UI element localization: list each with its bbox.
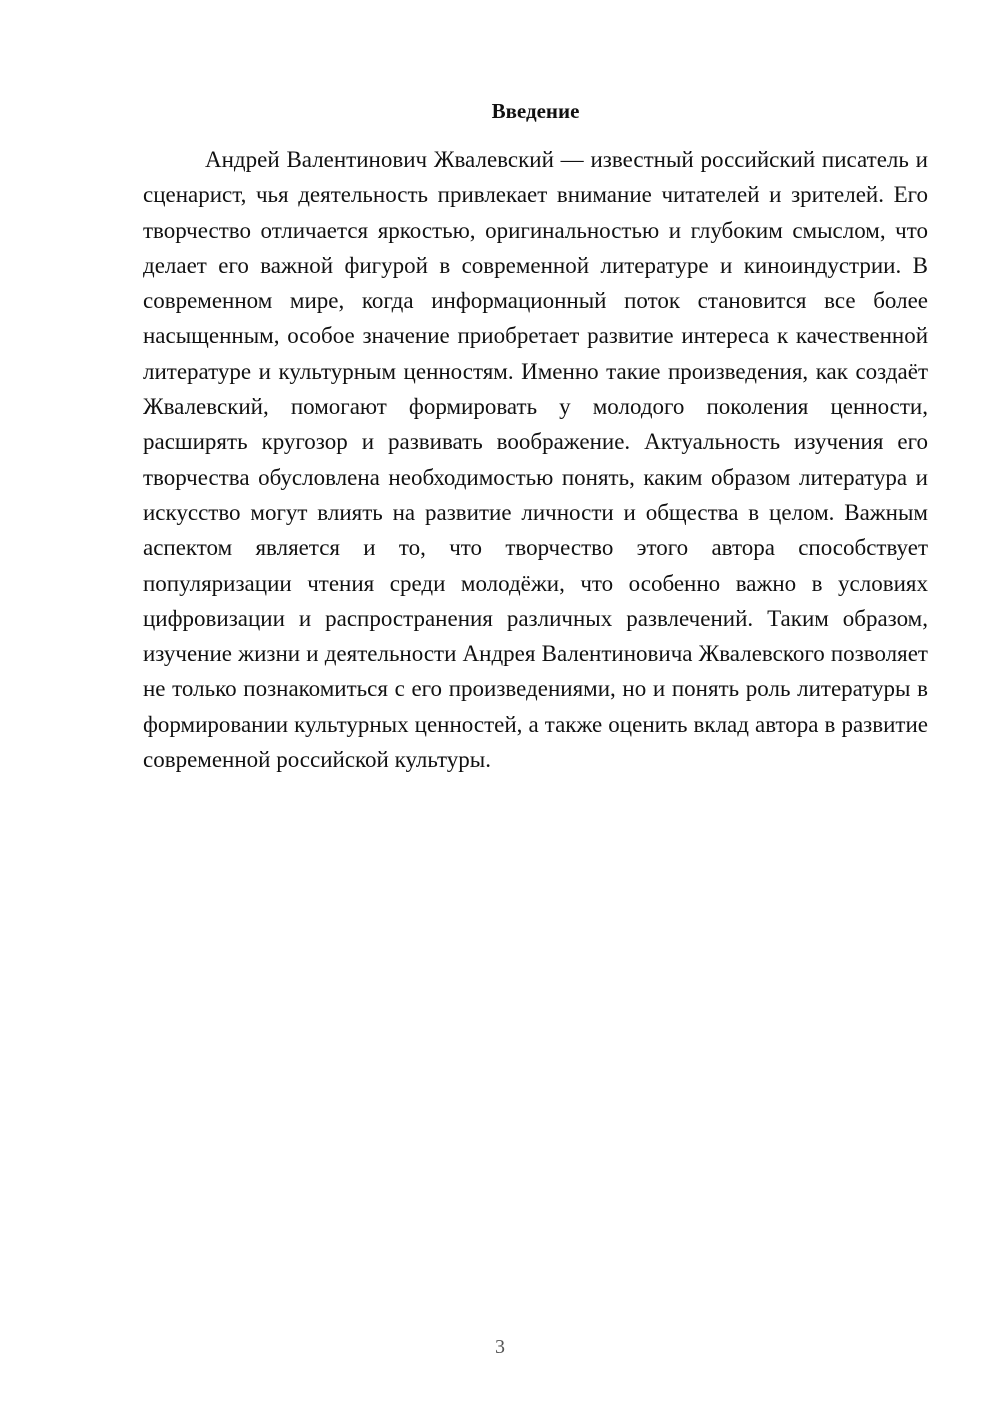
section-heading: Введение	[491, 99, 580, 123]
introduction-paragraph: Андрей Валентинович Жвалевский — известный российский писатель и сценарист, чья деятельность привлекает внимание читателей и зрителей. Его творчество отличается яркостью, оригинальностью и глубоким смыслом, что делает его важной фигурой в современной литературе и киноиндустрии. В современном мире, когда информационный поток становится все более насыщенным, особое значение приобретает развитие интереса к качественной литературе и культурным ценностям. Именно такие произведения, как создаёт Жвалевский, помогают формировать у молодого поколения ценности, расширять кругозор и развивать воображение. Актуальность изучения его творчества обусловлена необходимостью понять, каким образом литература и искусство могут влиять на развитие личности и общества в целом. Важным аспектом является и то, что творчество этого автора способствует популяризации чтения среди молодёжи, что особенно важно в условиях цифровизации и распространения различных развлечений. Таким образом, изучение жизни и деятельности Андрея Валентиновича Жвалевского позволяет не только познакомиться с его произведениями, но и понять роль литературы в формировании культурных ценностей, а также оценить вклад автора в развитие современной российской культуры.	[143, 147, 928, 773]
page-number: 3	[495, 1336, 505, 1358]
